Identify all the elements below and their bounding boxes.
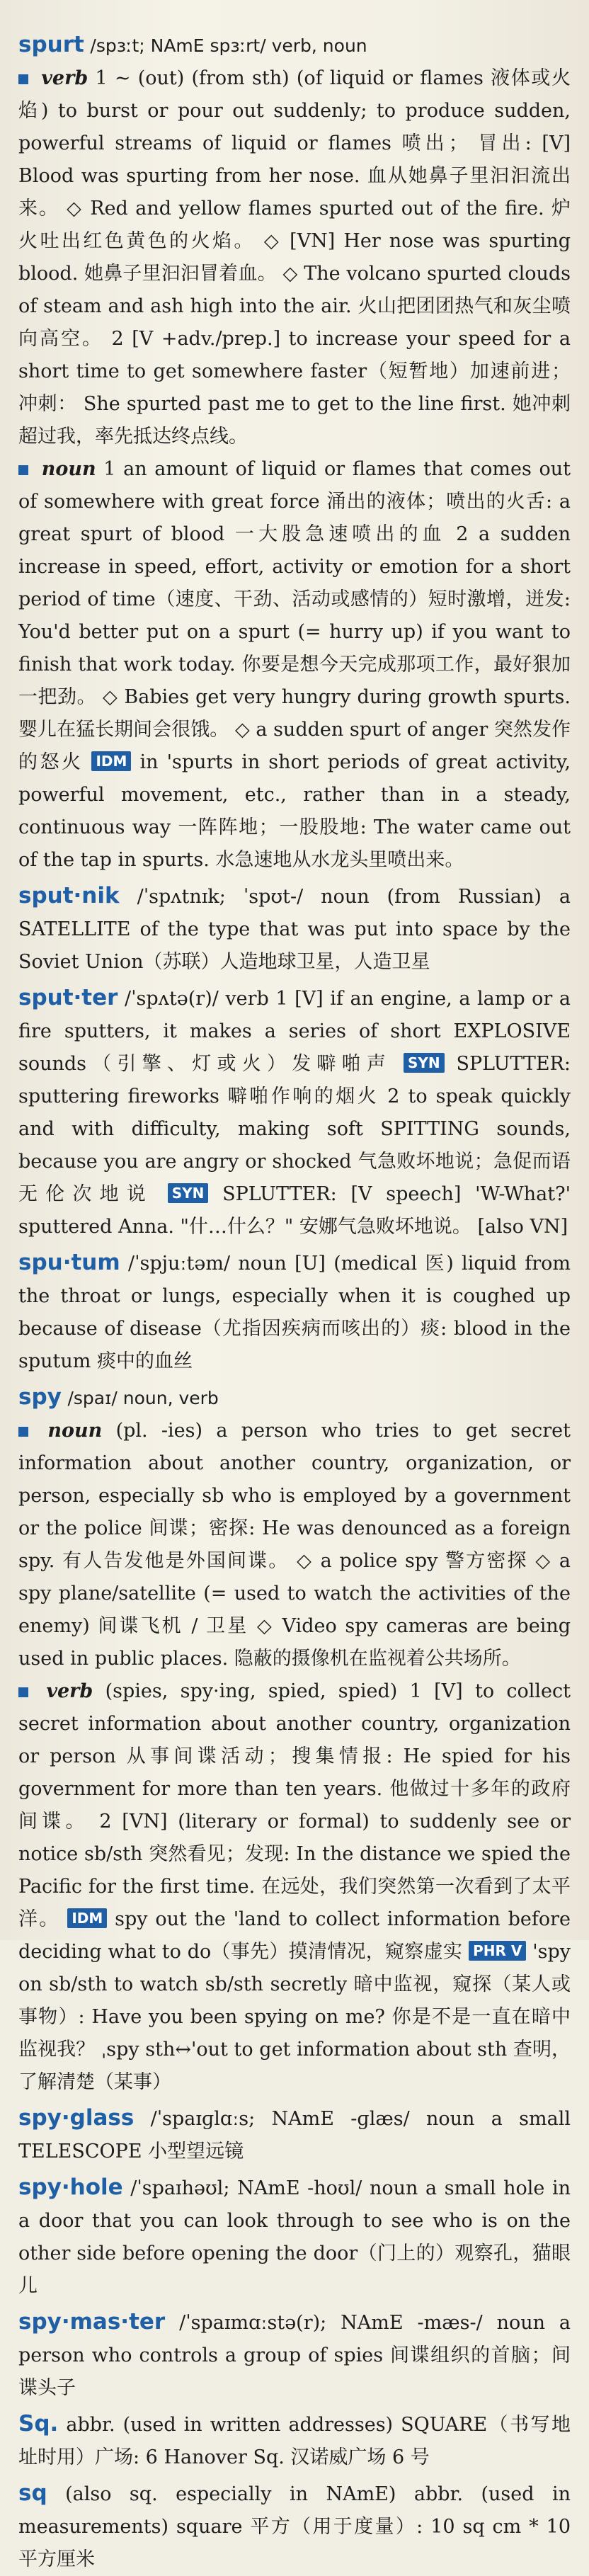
sense-verb — [18, 62, 571, 453]
synonym-text: SPLUTTER: [V speech] 'W-What?' sputtered Anna. "什…什么？" 安娜气急败坏地说。 [also VN] — [18, 1183, 571, 1238]
pronunciation: /spɜːt; NAmE spɜːrt/ verb, noun — [90, 35, 367, 56]
sense-bullet-icon — [18, 1687, 28, 1697]
entry-spurt — [18, 28, 571, 877]
headword: Sq. — [18, 2411, 59, 2437]
entry-sputnik — [18, 879, 571, 979]
headword: sput·nik — [18, 883, 120, 908]
definition-text: (spies, spy·ing, spied, spied) 1 [V] to collect secret information about another country, organization or person 从事间谍活动；搜集情报: He spied for his government for more than ten years. 他做过十多年的政府间谍。 2 [VN] (literary or formal) to suddenly see or notice sb/sth 突然看见；发现: In the distance we spied the Pacific for the first time. 在远处，我们突然第一次看到了太平洋。 — [18, 1680, 571, 1930]
part-of-speech: verb — [41, 67, 88, 89]
definition-text: /ˈspaɪɡlɑːs; NAmE -ɡlæs/ noun a small TELESCOPE 小型望远镜 — [18, 2108, 571, 2162]
definition-text: 1 an amount of liquid or flames that comes out of somewhere with great force 涌出的液体；喷出的火舌: a great spurt of blood 一大股急速喷出的血 2 a sudden increase in speed, effort, activity or emotion for a short period of time（速度、干劲、活动或感情的）短时激增，迸发: You'd better put on a spurt (= hurry up) if you want to finish that work today. 你要是想今天完成那项工作，最好狠加一把劲。 ◇ Babies get very hungry during growth spurts. 婴儿在猛长期间会很饿。 ◇ a sudden spurt of anger 突然发作的怒火 — [18, 458, 571, 773]
entry-spymaster — [18, 2306, 571, 2405]
entry-sq — [18, 2477, 571, 2576]
sense-noun — [18, 453, 571, 877]
sense-bullet-icon — [18, 1427, 28, 1437]
entry-sq-abbr — [18, 2407, 571, 2474]
part-of-speech: noun — [47, 1420, 103, 1442]
definition-text: /ˈspʌtə(r)/ verb 1 [V] if an engine, a lamp or a fire sputters, it makes a series of short EXPLOSIVE sounds（引擎、灯或火）发噼啪声 — [18, 988, 571, 1075]
headword: spy — [18, 1384, 62, 1410]
headword: sq — [18, 2480, 47, 2506]
idiom-tag: IDM — [67, 1908, 107, 1928]
definition-text: abbr. (used in written addresses) SQUARE（书写地址时用）广场: 6 Hanover Sq. 汉诺威广场 6 号 — [18, 2414, 571, 2468]
idiom-text: in 'spurts in short periods of great activity, powerful movement, etc., rather than in a steady, continuous way 一阵阵地；一股股地: The water came out of the tap in spurts. 水急速地从水龙头里喷出来。 — [18, 751, 571, 871]
entry-spyhole — [18, 2171, 571, 2303]
headword: spy·glass — [18, 2105, 135, 2131]
phrasal-verb-tag: PHR V — [469, 1941, 526, 1961]
part-of-speech: noun — [41, 458, 96, 480]
sense-noun — [18, 1415, 571, 1675]
pronunciation: /spaɪ/ noun, verb — [67, 1388, 219, 1408]
synonym-text: SPLUTTER: sputtering fireworks 噼啪作响的烟火 2 to speak quickly and with difficulty, making soft SPITTING sounds, because you are angry or shocked 气急败坏地说；急促而语无伦次地说 — [18, 1053, 571, 1205]
phrasal-verb-text: 'spy on sb/sth to watch sb/sth secretly 暗中监视，窥探（某人或事物）: Have you been spying on me? 你是不是一直在暗中监视我？ ˌspy sth↔'out to get information about sth 查明，了解清楚（某事） — [18, 1941, 571, 2093]
synonym-tag: SYN — [404, 1053, 445, 1073]
entry-spy — [18, 1381, 571, 2099]
definition-text: (pl. -ies) a person who tries to get secret information about another country, organization, or person, especially sb who is employed by a government or the police 间谍；密探: He was denounced as a foreign spy. 有人告发他是外国间谍。 ◇ a police spy 警方密探 ◇ a spy plane/satellite (= used to watch the activities of the enemy) 间谍飞机 / 卫星 ◇ Video spy cameras are being used in public places. 隐蔽的摄像机在监视着公共场所。 — [18, 1420, 571, 1670]
entry-sputter — [18, 981, 571, 1243]
synonym-tag: SYN — [168, 1183, 209, 1203]
sense-bullet-icon — [18, 465, 28, 475]
entry-spyglass — [18, 2102, 571, 2168]
definition-text: 1 ~ (out) (from sth) (of liquid or flames 液体或火焰) to burst or pour out suddenly; to produce sudden, powerful streams of liquid or flames 喷出； 冒出: [V] Blood was spurting from her nose. 血从她鼻子里汩汩流出来。 ◇ Red and yellow flames spurted out of the fire. 炉火吐出红色黄色的火焰。 ◇ [VN] Her nose was spurting blood. 她鼻子里汩汩冒着血。 ◇ The volcano spurted clouds of steam and ash high into the air. 火山把团团热气和灰尘喷向高空。 2 [V +adv./prep.] to increase your speed for a short time to get somewhere faster（短暂地）加速前进；冲刺： She spurted past me to get to the line first. 她冲刺超过我，率先抵达终点线。 — [18, 67, 571, 448]
entry-sputum — [18, 1246, 571, 1378]
idiom-text: spy out the 'land to collect information before deciding what to do（事先）摸清情况，窥察虚实 — [18, 1908, 571, 1963]
sense-bullet-icon — [18, 74, 28, 84]
headword: spy·mas·ter — [18, 2309, 166, 2335]
idiom-tag: IDM — [91, 751, 131, 771]
part-of-speech: verb — [46, 1680, 93, 1702]
definition-text: /ˈspjuːtəm/ noun [U] (medical 医) liquid from the throat or lungs, especially when it is coughed up because of disease（尤指因疾病而咳出的）痰: blood in the sputum 痰中的血丝 — [18, 1253, 571, 1372]
definition-text: /ˈspaɪhəʊl; NAmE -hoʊl/ noun a small hole in a door that you can look through to see who is on the other side before opening the door（门上的）观察孔，猫眼儿 — [18, 2177, 571, 2297]
headword: sput·ter — [18, 985, 118, 1010]
headword: spurt — [18, 32, 84, 57]
headword: spu·tum — [18, 1250, 120, 1275]
headword: spy·hole — [18, 2175, 123, 2200]
definition-text: /ˈspaɪmɑːstə(r); NAmE -mæs-/ noun a person who controls a group of spies 间谍组织的首脑；间谍头子 — [18, 2312, 571, 2399]
definition-text: (also sq. especially in NAmE) abbr. (used in measurements) square 平方（用于度量）: 10 sq cm * 10 平方厘米 — [18, 2483, 571, 2570]
sense-verb — [18, 1675, 571, 2099]
definition-text: /ˈspʌtnɪk; ˈspʊt-/ noun (from Russian) a SATELLITE of the type that was put into space by the Soviet Union（苏联）人造地球卫星，人造卫星 — [18, 886, 571, 973]
